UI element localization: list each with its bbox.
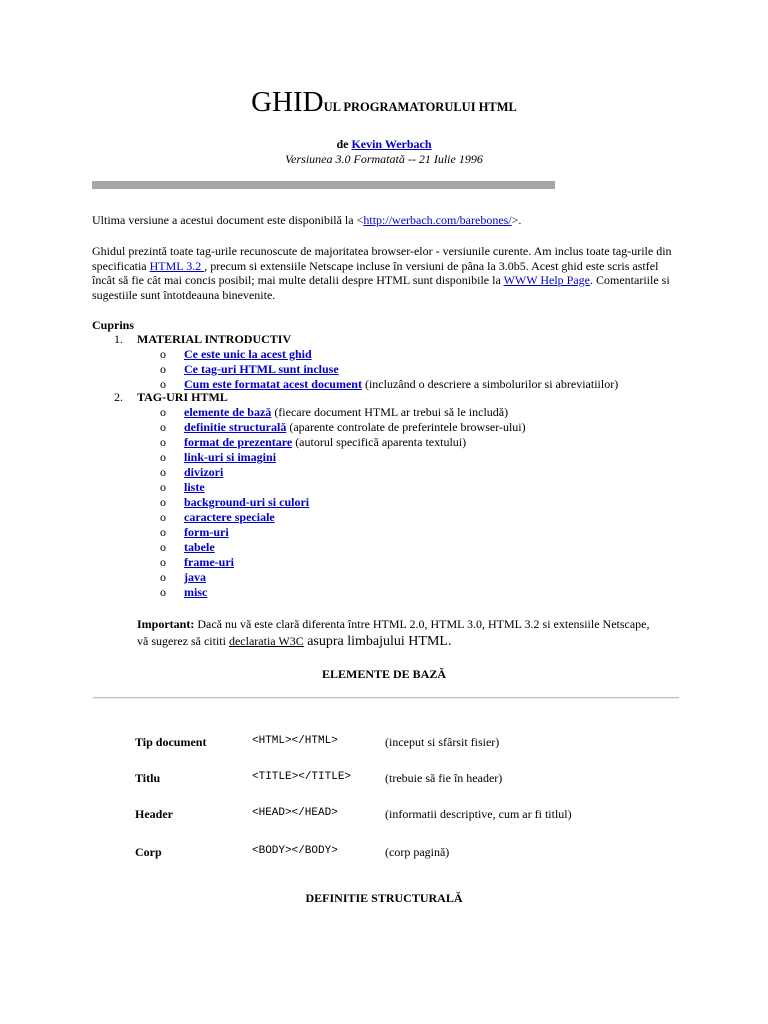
toc-item-link[interactable]: definitie structurală bbox=[184, 420, 287, 434]
toc-item bbox=[184, 420, 526, 435]
element-description: (trebuie să fie în header) bbox=[385, 771, 503, 785]
toc-item-note: (fiecare document HTML ar trebui să le includă) bbox=[271, 405, 509, 419]
toc-section-title: TAG-URI HTML bbox=[137, 390, 228, 404]
bullet-icon: o bbox=[160, 465, 166, 479]
element-name: Corp bbox=[135, 845, 162, 859]
toc-item bbox=[184, 347, 312, 362]
important-note: Important: Dacă nu vă este clară diferenta între HTML 2.0, HTML 3.0, HTML 3.2 si extensiile Netscape, vă sugerez să cititi declaratia W3C asupra limbajului HTML. bbox=[137, 617, 650, 649]
element-description: (informatii descriptive, cum ar fi titlul) bbox=[385, 807, 572, 821]
bullet-icon: o bbox=[160, 525, 166, 539]
bullet-icon: o bbox=[160, 420, 166, 434]
toc-item-link[interactable]: caractere speciale bbox=[184, 510, 275, 524]
toc-item bbox=[184, 540, 215, 555]
toc-item-link[interactable]: frame-uri bbox=[184, 555, 234, 569]
www-help-page-link[interactable]: WWW Help Page bbox=[503, 273, 590, 287]
byline: de Kevin Werbach bbox=[336, 137, 432, 151]
toc-item-link[interactable]: misc bbox=[184, 585, 208, 599]
toc-section-number: 1. bbox=[114, 332, 123, 346]
bullet-icon: o bbox=[160, 555, 166, 569]
element-tag: <HEAD></HEAD> bbox=[252, 807, 338, 819]
bullet-icon: o bbox=[160, 480, 166, 494]
w3c-declaration-link[interactable]: declaratia W3C bbox=[228, 634, 304, 648]
bullet-icon: o bbox=[160, 510, 166, 524]
section-heading-structural: DEFINITIE STRUCTURALĂ bbox=[305, 891, 463, 905]
bullet-icon: o bbox=[160, 347, 166, 361]
horizontal-bar bbox=[92, 181, 555, 189]
toc-item bbox=[184, 495, 309, 510]
toc-item bbox=[184, 435, 466, 450]
toc-item-link[interactable]: link-uri si imagini bbox=[184, 450, 277, 464]
intro-paragraph-1: Ultima versiune a acestui document este disponibilă la <http://werbach.com/barebones/>. bbox=[92, 213, 522, 227]
element-description: (corp pagină) bbox=[385, 845, 450, 859]
document-title: GHIDUL PROGRAMATORULUI HTML bbox=[251, 86, 517, 118]
bullet-icon: o bbox=[160, 570, 166, 584]
element-name: Header bbox=[135, 807, 173, 821]
toc-item-link[interactable]: format de prezentare bbox=[184, 435, 293, 449]
element-tag: <BODY></BODY> bbox=[252, 845, 338, 857]
toc-item bbox=[184, 480, 205, 495]
element-description: (inceput si sfârsit fisier) bbox=[385, 735, 500, 749]
version-line: Versiunea 3.0 Formatată -- 21 Iulie 1996 bbox=[285, 152, 483, 166]
bullet-icon: o bbox=[160, 585, 166, 599]
section-heading-basics: ELEMENTE DE BAZĂ bbox=[321, 667, 447, 681]
toc-item bbox=[184, 377, 618, 392]
divider bbox=[93, 697, 679, 699]
toc-item-link[interactable]: elemente de bază bbox=[184, 405, 272, 419]
toc-item-link[interactable]: tabele bbox=[184, 540, 215, 554]
toc-item bbox=[184, 465, 223, 480]
toc-section-number: 2. bbox=[114, 390, 123, 404]
intro-paragraph-2: Ghidul prezintă toate tag-urile recunoscute de majoritatea browser-elor - versiunile curente. Am inclus toate tag-urile din specificatia HTML 3.2 , precum si extensiile Netscape incluse în versiuni de pâna la 3.0b5. Acest ghid este scris astfel încât să fie cât mai concis posibil; mai multe detalii despre HTML sunt disponibile la WWW Help Page. Comentariile si sugestiile sunt întotdeauna binevenite. bbox=[92, 244, 672, 302]
barebones-link[interactable]: http://werbach.com/barebones/ bbox=[363, 213, 512, 227]
element-name: Titlu bbox=[135, 771, 161, 785]
toc-item-link[interactable]: divizori bbox=[184, 465, 224, 479]
toc-item bbox=[184, 555, 234, 570]
toc-item bbox=[184, 585, 207, 600]
bullet-icon: o bbox=[160, 405, 166, 419]
author-link[interactable]: Kevin Werbach bbox=[351, 137, 432, 151]
bullet-icon: o bbox=[160, 450, 166, 464]
toc-item-note: (incluzând o descriere a simbolurilor si abreviatiilor) bbox=[361, 377, 619, 391]
bullet-icon: o bbox=[160, 540, 166, 554]
toc-section-title: MATERIAL INTRODUCTIV bbox=[137, 332, 292, 346]
toc-item bbox=[184, 405, 508, 420]
toc-item-note: (autorul specifică aparenta textului) bbox=[292, 435, 467, 449]
toc-item-link[interactable]: background-uri si culori bbox=[184, 495, 310, 509]
toc-item-link[interactable]: Ce tag-uri HTML sunt incluse bbox=[184, 362, 339, 376]
toc-item bbox=[184, 362, 339, 377]
element-tag: <HTML></HTML> bbox=[252, 735, 338, 747]
toc-heading: Cuprins bbox=[92, 318, 135, 332]
toc-item-note: (aparente controlate de preferintele browser-ului) bbox=[286, 420, 526, 434]
toc-item bbox=[184, 525, 229, 540]
toc-item-link[interactable]: form-uri bbox=[184, 525, 229, 539]
element-name: Tip document bbox=[135, 735, 207, 749]
bullet-icon: o bbox=[160, 435, 166, 449]
bullet-icon: o bbox=[160, 377, 166, 391]
element-tag: <TITLE></TITLE> bbox=[252, 771, 352, 783]
toc-item-link[interactable]: Ce este unic la acest ghid bbox=[184, 347, 312, 361]
toc-item-link[interactable]: java bbox=[184, 570, 206, 584]
toc-item bbox=[184, 510, 275, 525]
toc-item-link[interactable]: Cum este formatat acest document bbox=[184, 377, 362, 391]
bullet-icon: o bbox=[160, 362, 166, 376]
html32-link[interactable]: HTML 3.2 bbox=[149, 258, 205, 273]
toc-item bbox=[184, 450, 276, 465]
toc-item-link[interactable]: liste bbox=[184, 480, 205, 494]
toc-item bbox=[184, 570, 206, 585]
bullet-icon: o bbox=[160, 495, 166, 509]
